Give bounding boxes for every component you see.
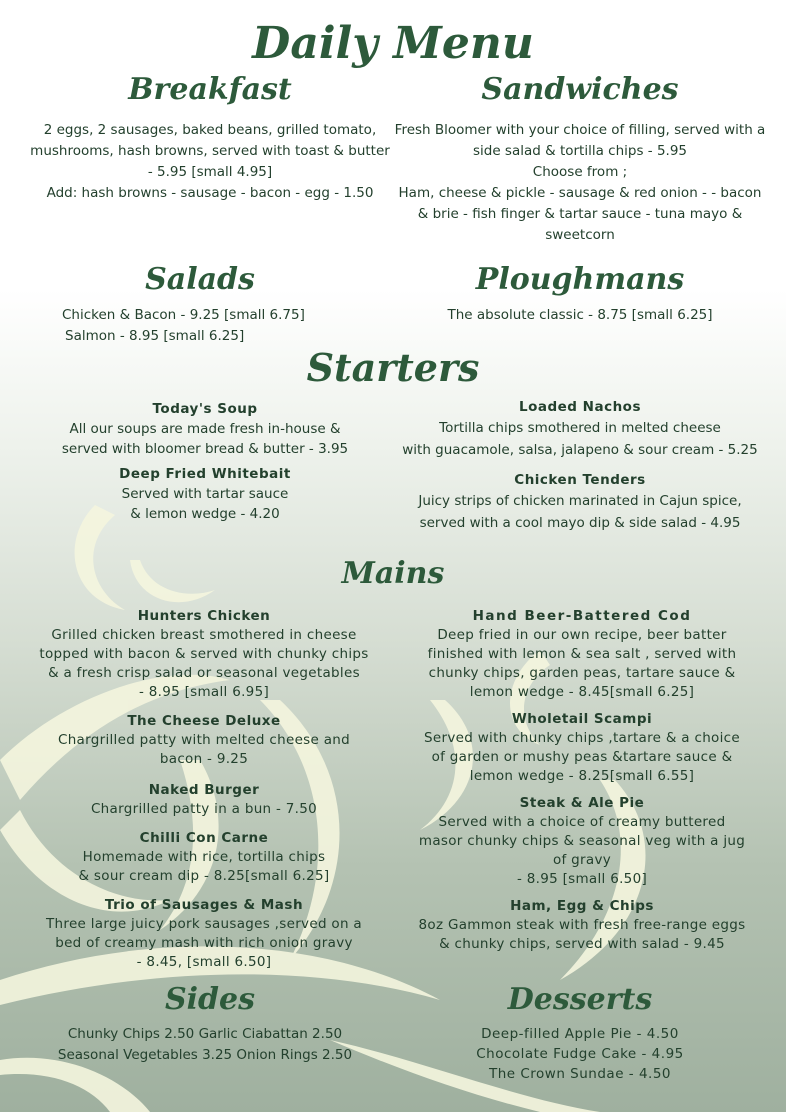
item-desc: & lemon wedge - 4.20 (130, 506, 280, 522)
item-desc: Served with chunky chips ,tartare & a choice (424, 730, 740, 746)
item-desc: lemon wedge - 8.25[small 6.55] (469, 768, 695, 784)
item-desc: - 8.95 [small 6.95] (138, 684, 270, 700)
item-name: Steak & Ale Pie (519, 795, 645, 811)
salads-line: Chicken & Bacon - 9.25 [small 6.75] (62, 307, 305, 323)
sandwiches-section (390, 120, 770, 246)
menu-item (8, 781, 400, 819)
item-desc: Served with tartar sauce (121, 486, 289, 502)
item-desc: - 8.95 [small 6.50] (516, 871, 648, 887)
item-desc: with guacamole, salsa, jalapeno & sour cream - 5.25 (402, 442, 758, 458)
item-name: Chilli Con Carne (139, 830, 269, 846)
sandwiches-line: side salad & tortilla chips - 5.95 (472, 143, 688, 159)
item-desc: Tortilla chips smothered in melted cheese (439, 420, 721, 436)
item-name: Ham, Egg & Chips (510, 898, 654, 914)
item-desc: & a fresh crisp salad or seasonal vegetables (48, 665, 360, 681)
item-desc: finished with lemon & sea salt , served with (427, 646, 737, 662)
breakfast-heading: Breakfast (128, 72, 292, 107)
item-desc: masor chunky chips & seasonal veg with a jug (418, 833, 746, 849)
sides-line: Chunky Chips 2.50 Garlic Ciabattan 2.50 (67, 1026, 343, 1042)
mains-left (8, 607, 400, 978)
menu-item (392, 710, 772, 786)
item-desc: bed of creamy mash with rich onion gravy (55, 935, 353, 951)
item-name: Chicken Tenders (514, 472, 646, 488)
menu-item (8, 712, 400, 769)
menu-item (392, 607, 772, 702)
item-name: Wholetail Scampi (511, 711, 653, 727)
starters-right (390, 398, 770, 540)
sides-line: Seasonal Vegetables 3.25 Onion Rings 2.50 (57, 1047, 353, 1063)
sandwiches-heading: Sandwiches (481, 72, 679, 107)
ploughmans-heading: Ploughmans (475, 262, 685, 297)
breakfast-line: - 5.95 [small 4.95] (147, 164, 273, 180)
item-desc: of gravy (552, 852, 612, 868)
item-desc: Juicy strips of chicken marinated in Cajun spice, (418, 493, 742, 509)
sandwiches-line: sweetcorn (545, 227, 615, 243)
item-desc: Deep fried in our own recipe, beer batter (437, 627, 727, 643)
mains-right (392, 607, 772, 960)
item-desc: served with bloomer bread & butter - 3.95 (61, 441, 349, 457)
ploughmans-line: The absolute classic - 8.75 [small 6.25] (447, 307, 713, 323)
desserts-line: Deep-filled Apple Pie - 4.50 (481, 1026, 679, 1042)
item-desc: Chargrilled patty with melted cheese and (57, 732, 351, 748)
salads-line: Salmon - 8.95 [small 6.25] (65, 328, 245, 344)
item-desc: chunky chips, garden peas, tartare sauce & (428, 665, 736, 681)
ploughmans-section (390, 305, 770, 326)
item-desc: Homemade with rice, tortilla chips (82, 849, 326, 865)
item-name: Today's Soup (152, 401, 258, 417)
menu-item (8, 829, 400, 886)
item-desc: lemon wedge - 8.45[small 6.25] (469, 684, 695, 700)
menu-item (8, 607, 400, 702)
item-desc: topped with bacon & served with chunky chips (39, 646, 369, 662)
sandwiches-line: Ham, cheese & pickle - sausage & red onion - - bacon (398, 185, 762, 201)
salads-heading: Salads (145, 262, 255, 297)
breakfast-line: 2 eggs, 2 sausages, baked beans, grilled tomato, (43, 122, 377, 138)
item-desc: Grilled chicken breast smothered in cheese (51, 627, 357, 643)
menu-item (10, 400, 400, 459)
menu-title: Daily Menu (252, 18, 534, 69)
item-desc: All our soups are made fresh in-house & (69, 421, 341, 437)
item-name: Deep Fried Whitebait (119, 466, 291, 482)
item-name: Hand Beer-Battered Cod (472, 608, 692, 624)
desserts-heading: Desserts (507, 982, 653, 1017)
menu-item (10, 465, 400, 524)
menu-item (392, 897, 772, 954)
item-name: Naked Burger (148, 782, 260, 798)
item-name: Trio of Sausages & Mash (104, 897, 304, 913)
starters-left (10, 400, 400, 530)
desserts-line: Chocolate Fudge Cake - 4.95 (476, 1046, 684, 1062)
mains-heading: Mains (341, 556, 445, 591)
item-name: Hunters Chicken (137, 608, 271, 624)
breakfast-section (10, 120, 410, 204)
sides-heading: Sides (164, 982, 255, 1017)
item-desc: of garden or mushy peas &tartare sauce & (431, 749, 733, 765)
item-desc: served with a cool mayo dip & side salad - 4.95 (419, 515, 741, 531)
sandwiches-line: & brie - fish finger & tartar sauce - tuna mayo & (417, 206, 743, 222)
menu-item (392, 794, 772, 889)
salads-section (40, 305, 340, 347)
item-desc: & chunky chips, served with salad - 9.45 (439, 936, 725, 952)
item-name: The Cheese Deluxe (127, 713, 281, 729)
item-name: Loaded Nachos (518, 399, 641, 415)
breakfast-line: Add: hash browns - sausage - bacon - egg - 1.50 (46, 185, 374, 201)
desserts-line: The Crown Sundae - 4.50 (488, 1066, 672, 1082)
item-desc: Chargrilled patty in a bun - 7.50 (90, 801, 318, 817)
item-desc: Three large juicy pork sausages ,served on a (46, 916, 362, 932)
starters-heading: Starters (306, 345, 480, 390)
sandwiches-line: Fresh Bloomer with your choice of filling, served with a (394, 122, 766, 138)
sides-section (10, 1024, 400, 1066)
sandwiches-line: Choose from ; (532, 164, 628, 180)
menu-item (390, 471, 770, 534)
menu-item (390, 398, 770, 461)
item-desc: Served with a choice of creamy buttered (438, 814, 726, 830)
item-desc: & sour cream dip - 8.25[small 6.25] (78, 868, 330, 884)
menu-item (8, 896, 400, 972)
breakfast-line: mushrooms, hash browns, served with toast & butter (30, 143, 390, 159)
item-desc: 8oz Gammon steak with fresh free-range eggs (418, 917, 746, 933)
item-desc: - 8.45, [small 6.50] (136, 954, 272, 970)
item-desc: bacon - 9.25 (159, 751, 249, 767)
desserts-section (390, 1024, 770, 1084)
